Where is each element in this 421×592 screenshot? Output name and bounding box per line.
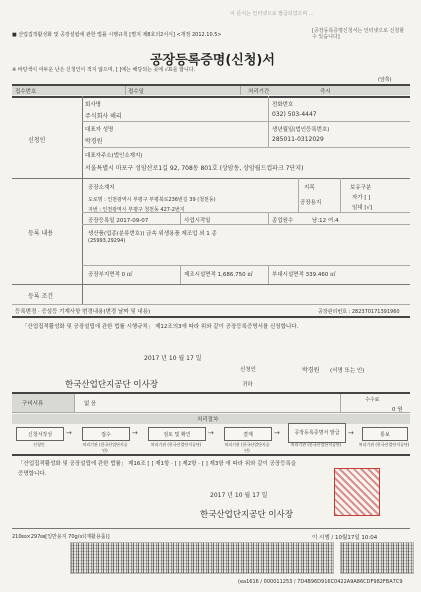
application-statement: 「산업집적활성화 및 공장설립에 관한 법률 시행규칙」 제12조의3에 따라 위와 같이 공장등록증명서를 신청합니다. <box>22 324 299 330</box>
process-step-4: 결재 <box>224 427 272 441</box>
location-label: 공장소재지 <box>88 185 115 191</box>
phone-label: 전화번호 <box>272 102 294 108</box>
fee-label: 수수료 <box>365 397 380 403</box>
attachments-label: 구비서류 <box>22 401 44 407</box>
issuer-name: 한국산업단지공단 이사장 <box>200 510 294 520</box>
arrow-icon: → <box>274 429 280 437</box>
zone-label: 지목 <box>304 185 315 191</box>
certification-date: 2017 년 10 월 17 일 <box>210 492 268 499</box>
arrow-icon: → <box>66 429 72 437</box>
official-seal <box>334 468 380 516</box>
address-value: 서울특별시 마포구 성암산로1길 92, 708동 801호 (상암동, 상암월드컵파크 7단지) <box>85 165 304 172</box>
document-code: (ea1616 / 000011253 / 7D4B96D916C0422A9A86CDF982FBA7C9 <box>238 579 403 585</box>
process-step-1: 신청서작성 <box>16 427 64 441</box>
factory-section-label: 등록 내용 <box>28 230 54 237</box>
attachments-value: 없 음 <box>84 401 97 407</box>
paper-size: 210㎜×297㎜[일반용지 70g/㎡(재활용품)] <box>12 534 110 540</box>
industry-label: 생산품(업종(분류번호)) 금속 위생용품 제조업 외 1 종 <box>88 231 217 237</box>
employees-label: 종업원수 <box>272 218 294 224</box>
lot-address: 지번 : 인천광역시 부평구 청천동 427-2번지 <box>88 207 185 213</box>
applicant-section-label: 신청인 <box>28 137 46 144</box>
application-date: 2017 년 10 월 17 일 <box>144 355 202 362</box>
receipt-date-label: 접수일 <box>128 89 144 95</box>
arrow-icon: → <box>348 429 354 437</box>
registration-date: 공장등록일 2017-09-07 <box>88 218 149 224</box>
certification-text: 「산업집적활성화 및 공장설립에 관한 법률」 제16조 [ ] 제1항 · [ ] 제2항 · [ ] 제3항 에 따라 위와 같이 공장등록을 <box>18 461 297 467</box>
birth-label: 생년월일(법인등록번호) <box>272 127 330 133</box>
process-actor-1: 신청인 <box>33 442 45 447</box>
sheet-side-note: (앞쪽) <box>378 77 392 83</box>
road-address: 도로명 : 인천광역시 부평구 부평북로236번길 39 (청천동) <box>88 197 216 203</box>
factory-management-number: 공장관리번호 : 282370171391960 <box>318 309 400 315</box>
seal-barcode <box>340 542 414 574</box>
own-option: 자가 [ ] <box>352 195 371 201</box>
company-label: 회사명 <box>85 102 101 108</box>
process-actor-3: 처리기관 (한국산업단지공단) <box>150 442 202 447</box>
phone-value: 032) 503-4447 <box>272 111 317 118</box>
page-title: 공장등록증명(신청)서 <box>150 53 275 68</box>
law-reference: ■ 산업집적활성화 및 공장설립에 관한 법률 시행규칙 [별지 제8호의2서식] <개정 2012.10.5> <box>12 32 222 38</box>
document-barcode <box>70 542 334 574</box>
company-value: 주식회사 해리 <box>85 113 122 120</box>
recipient-suffix: 귀하 <box>242 382 253 388</box>
process-step-2: 접수 <box>82 427 130 441</box>
recipient: 한국산업단지공단 이사장 <box>65 380 159 390</box>
site-area: 공장부지면적 0 ㎡ <box>88 272 133 278</box>
lease-option: 임대 [√] <box>352 205 373 211</box>
online-note: [공장등록증명신청서는 인터넷으로 신청할 수 있습니다] <box>312 28 405 40</box>
rep-label: 대표자 성명 <box>85 127 114 133</box>
process-actor-5: 처리기관 (한국산업단지공단) <box>290 442 342 447</box>
period-value: 즉시 <box>320 89 331 95</box>
arrow-icon: → <box>132 429 138 437</box>
process-step-6: 통보 <box>362 427 408 441</box>
applicant-name: 박경원 <box>302 367 320 374</box>
applicant-sign-label: 신청인 <box>240 367 256 373</box>
employees-value: 남:12 여:4 <box>312 218 339 224</box>
process-title: 처리절차 <box>197 417 219 423</box>
top-notice: 이 문서는 인터넷으로 발급되었으며 ... <box>230 11 314 17</box>
sign-hint: (서명 또는 인) <box>330 368 365 374</box>
address-label: 대표자주소(법인소재지) <box>85 153 143 159</box>
receipt-number-label: 접수번호 <box>15 89 37 95</box>
certification-text-2: 증명합니다. <box>18 471 47 477</box>
process-actor-2: 처리기관 (한국산업단지공단) <box>82 442 128 453</box>
building-area: 제조시설면적 1,686.750 ㎡ <box>184 272 253 278</box>
instruction-text: ※ 바탕색이 어두운 난은 신청인이 적지 않으며, [ ]에는 해당되는 곳에 √표를 합니다. <box>12 67 196 73</box>
ownership-label: 보유구분 <box>350 185 372 191</box>
print-time: 이 시엠 / 10월17일 10:04 <box>312 535 378 541</box>
conditions-label: 등록 조건 <box>28 293 54 300</box>
change-history-label: 등록변경 · 증설등 기재사항 변경내용(변경 날짜 및 내용) <box>15 309 151 315</box>
birth-value: 285011-0312029 <box>272 136 324 143</box>
annex-area: 부대시설면적 339.460 ㎡ <box>272 272 336 278</box>
rep-value: 박경원 <box>85 138 103 145</box>
period-label: 처리기간 <box>248 89 270 95</box>
process-step-5: 공장등록증명서 발급 <box>288 423 346 443</box>
process-step-3: 검토 및 확인 <box>148 427 206 441</box>
process-actor-4: 처리기관 (한국산업단지공단) <box>224 442 270 453</box>
process-actor-6: 처리기관 (한국산업단지공단) <box>358 442 410 447</box>
operation-start-label: 사업시작일 <box>184 218 211 224</box>
industry-codes: (25993,29294) <box>88 238 126 244</box>
arrow-icon: → <box>208 429 214 437</box>
zone-value: 공장용지 <box>300 200 322 206</box>
fee-value: 0 원 <box>392 407 403 413</box>
